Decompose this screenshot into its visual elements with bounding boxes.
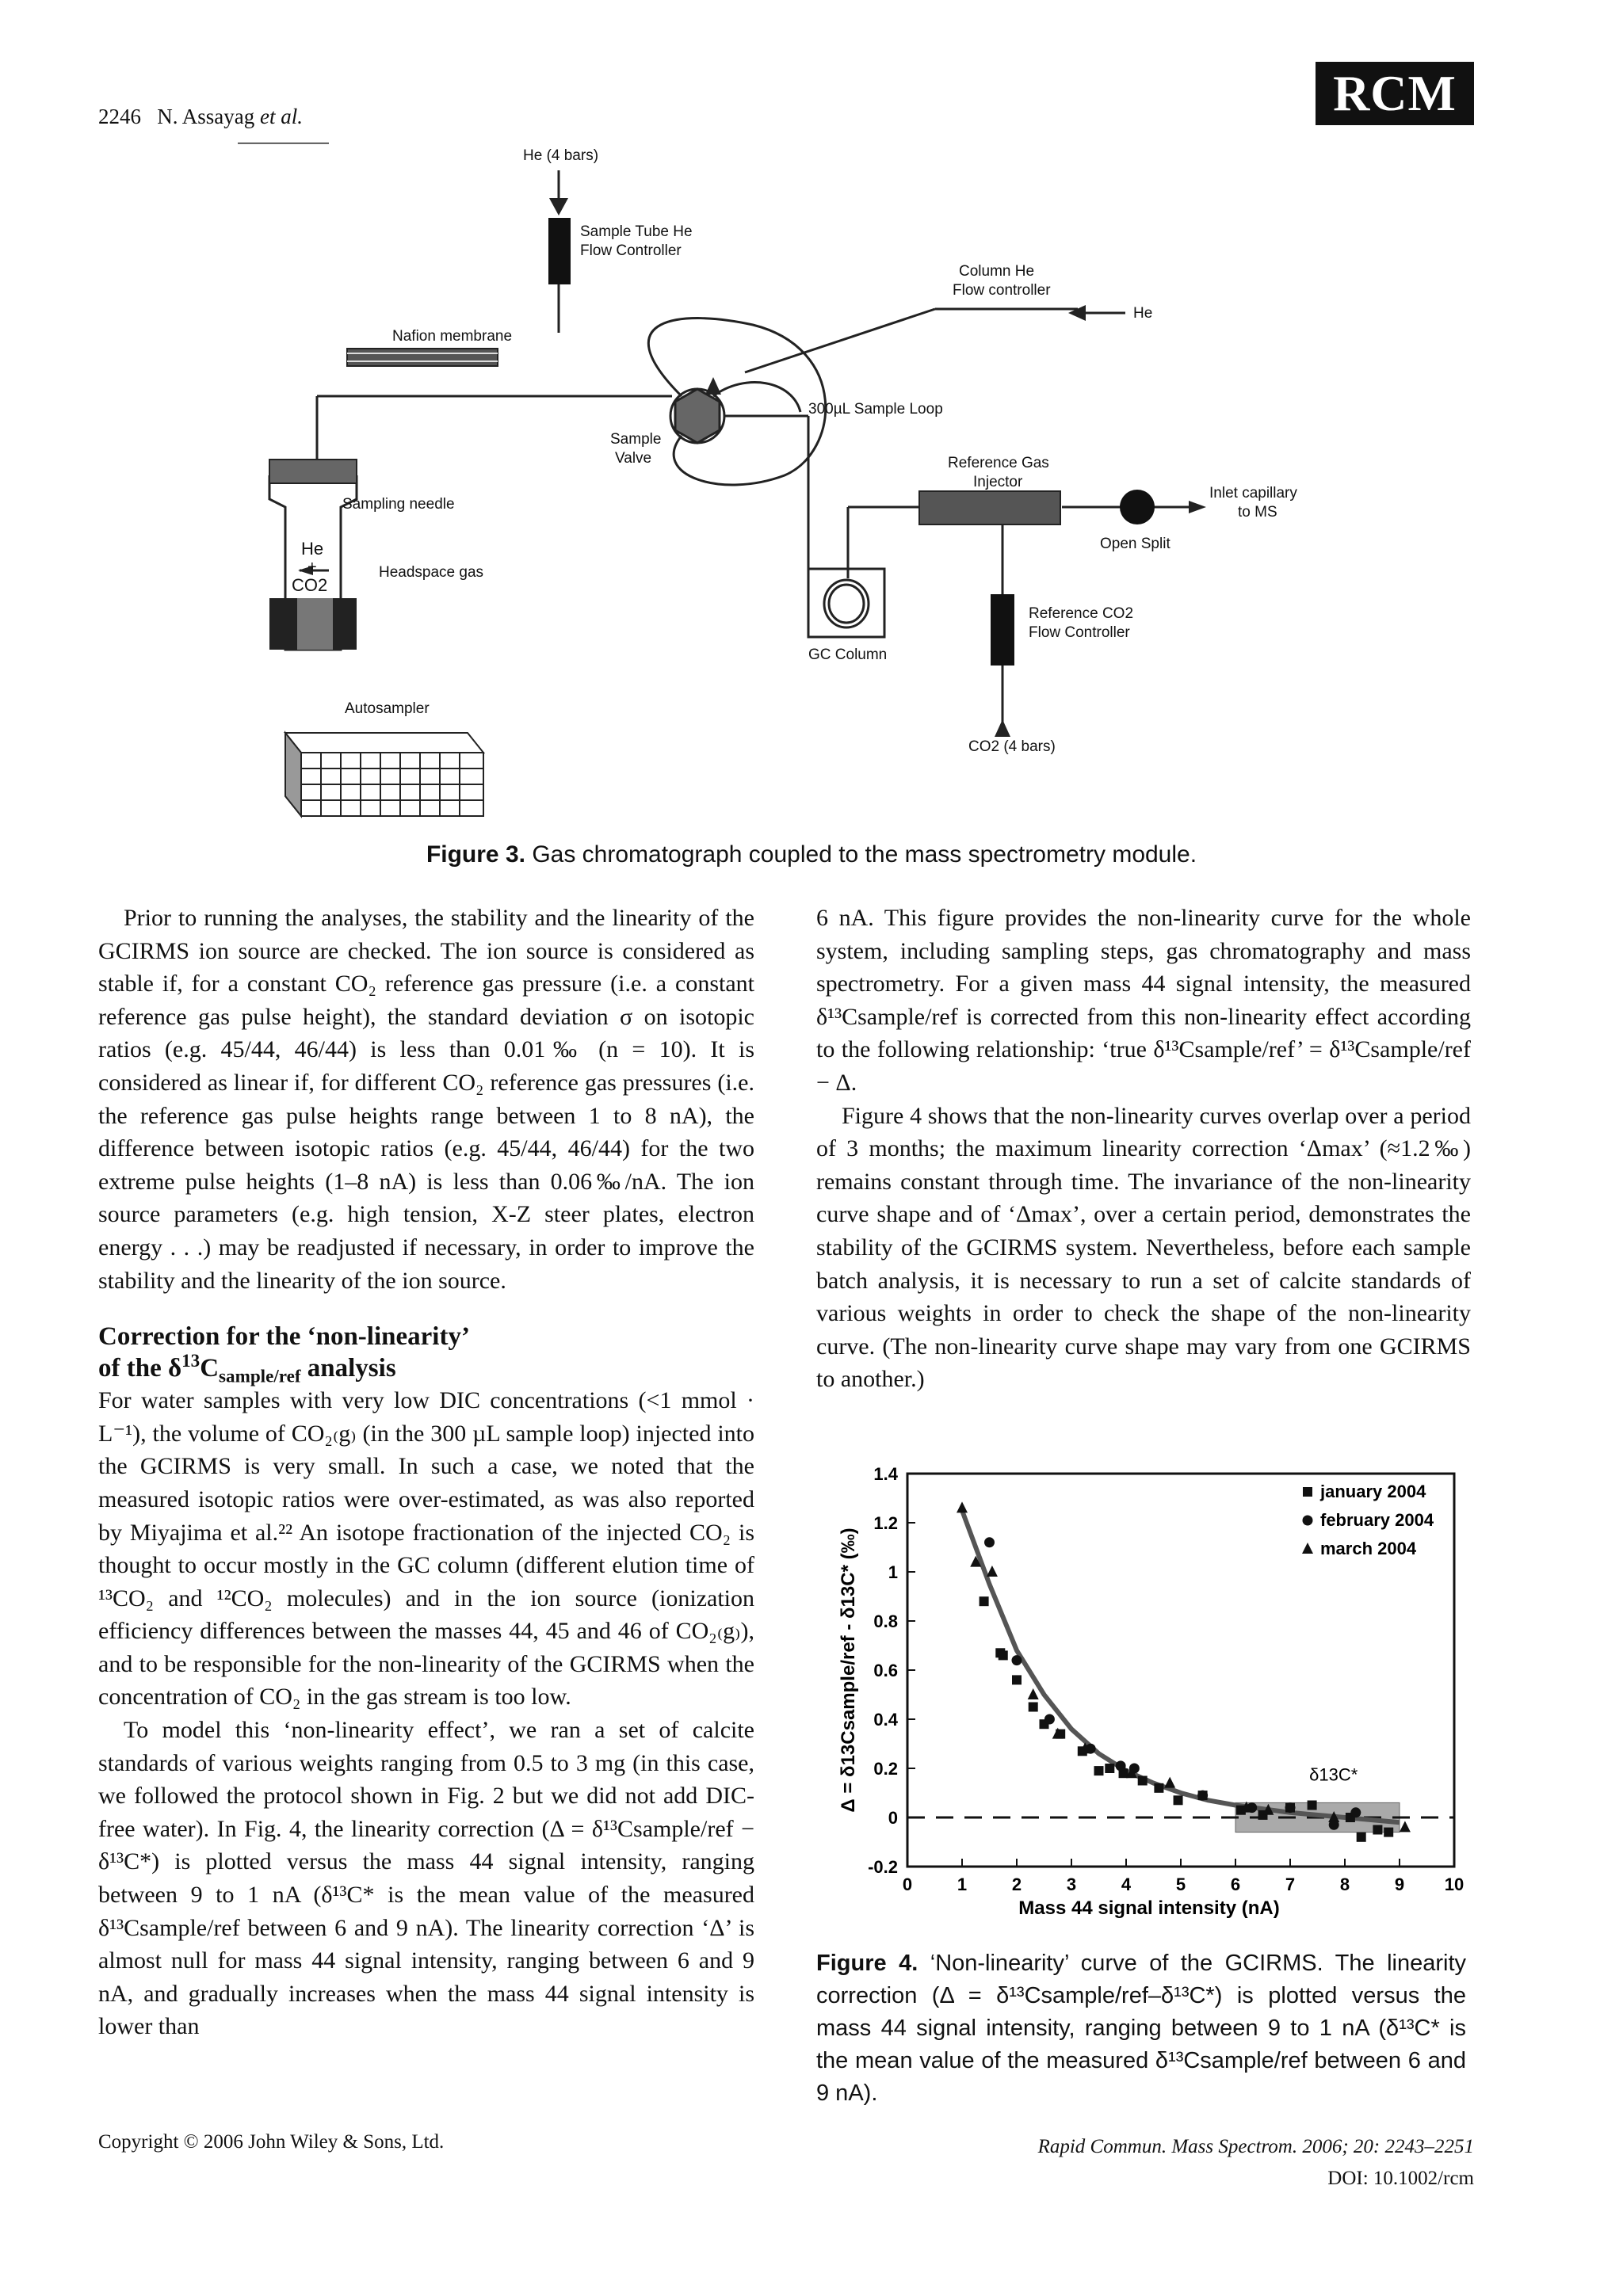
figure4-chart [816,1450,1466,1941]
figure4-caption-label: Figure 4. [816,1951,918,1976]
legend-label: march 2004 [1320,1539,1417,1558]
data-point-triangle [1400,1821,1411,1832]
label-column-he-1: Column He [959,263,1035,280]
label-headspace: Headspace gas [379,564,484,581]
label-sample-valve-1: Sample [610,431,662,448]
left-paragraph-3: To model this ‘non-linearity effect’, we ran a set of calcite standards of various weights ranging from 0.5 to 3 mg (in this case, we followed the protocol shown in Fig. 2 but we did not add DIC-free water). In Fig. 4, the linearity correction (Δ = δ¹³Csample/ref − δ¹³C*) is plotted versus the mass 44 signal intensity, ranging between 9 to 1 nA (δ¹³C* is the mean value of the measured δ¹³Csample/ref between 6 and 9 nA). The linearity correction ‘Δ’ is almost null for mass 44 signal intensity, ranging between 6 and 9 nA, and gradually increases when the mass 44 signal intensity is lower than [98,1717,754,2040]
heading-sub: sample/ref [219,1365,301,1386]
label-vial-he: He [301,539,324,559]
x-tick-label: 8 [1339,1875,1350,1894]
label-column-he-2: Flow controller [953,282,1051,299]
left-paragraph-2: For water samples with very low DIC concentrations (<1 mmol · L⁻¹), the volume of CO₂₍g₎ (in the 300 µL sample loop) injected into the GCIRMS is very small. In such a case, we noted that the measured isotopic ratios were over-estimated, as was also reported by Miyajima et al.²² An isotope fractionation of the injected CO₂ is thought to occur mostly in the GC column (different elution time of ¹³CO₂ and ¹²CO₂ molecules) and in the ion source (ionization efficiency differences between the masses 44, 45 and 46 of CO₂₍g₎), and to be responsible for the non-linearity of the GCIRMS when the concentration of CO₂ in the gas stream is too low. [98,1387,754,1711]
x-tick-label: 7 [1285,1875,1296,1894]
footer-citation: Rapid Commun. Mass Spectrom. 2006; 20: 2243–2251 [1037,2136,1474,2157]
y-tick-label: 1.4 [873,1464,898,1484]
y-axis-label: Δ = δ13Csample/ref - δ13C* (‰) [838,1527,859,1813]
x-tick-label: 5 [1175,1875,1186,1894]
data-point-square [1012,1675,1022,1684]
label-sample-loop: 300µL Sample Loop [808,401,943,418]
data-point-circle [1350,1807,1361,1817]
data-point-square [1384,1828,1393,1837]
figure3-caption-label: Figure 3. [426,841,525,868]
label-vial-co2: CO2 [292,575,328,595]
right-paragraph-2: Figure 4 shows that the non-linearity curves overlap over a period of 3 months; the maximum linearity correction ‘Δmax’ (≈1.2‰) remains constant through time. The invariance of the non-linearity curve shape and of ‘Δmax’, over a certain period, demonstrates the stability of the GCIRMS system. Nevertheless, before each sample batch analysis, it is necessary to run a set of calcite standards of various weights in order to check the shape of the non-linearity curve. (The non-linearity curve shape may vary from one GCIRMS to another.) [816,1102,1471,1393]
y-tick-label: 0 [888,1808,898,1828]
x-tick-label: 9 [1394,1875,1405,1894]
data-point-square [1138,1776,1148,1786]
label-sample-tube-1: Sample Tube He [580,223,693,240]
data-point-square [1094,1766,1104,1775]
y-tick-label: 0.6 [873,1661,898,1680]
journal-logo: RCM [1316,62,1474,125]
data-point-circle [1012,1655,1022,1665]
heading-line2-b: analysis [300,1354,396,1383]
label-autosampler: Autosampler [345,700,430,717]
x-tick-label: 0 [902,1875,913,1894]
label-he-4bars: He (4 bars) [523,147,599,164]
data-point-circle [1116,1760,1126,1771]
et-al: et al. [260,105,303,128]
legend-marker-circle [1303,1516,1313,1526]
section-heading [98,1321,754,1384]
heading-line2-a: of the δ [98,1354,182,1383]
label-sampling-needle: Sampling needle [342,496,455,513]
data-point-square [980,1596,989,1606]
data-point-square [1029,1703,1038,1712]
legend-marker-triangle [1302,1543,1313,1554]
right-column [816,902,1471,1396]
label-ref-co2-2: Flow Controller [1029,624,1130,641]
figure3-caption-text: Gas chromatograph coupled to the mass spectrometry module. [532,841,1197,868]
data-point-circle [1285,1802,1296,1813]
data-point-square [1174,1795,1183,1805]
data-point-triangle [1028,1688,1039,1699]
x-tick-label: 6 [1230,1875,1241,1894]
heading-c: C [200,1354,220,1383]
data-point-circle [1044,1714,1055,1725]
label-inlet-2: to MS [1238,504,1277,521]
label-he: He [1133,305,1153,322]
label-ref-co2-1: Reference CO2 [1029,605,1134,622]
label-vial-plus: + [307,559,317,576]
label-sample-valve-2: Valve [615,450,652,467]
data-point-square [1105,1764,1114,1773]
annotation-delta13c: δ13C* [1309,1764,1358,1785]
x-tick-label: 4 [1121,1875,1132,1894]
label-gc-column: GC Column [808,646,888,663]
running-head [98,105,303,129]
figure4-caption [816,1947,1466,2110]
label-co2-4bars: CO2 (4 bars) [968,738,1056,755]
data-point-square [1373,1825,1382,1835]
footer-citation-block [1038,2131,1474,2195]
figure4-caption-text: ‘Non-linearity’ curve of the GCIRMS. The linearity correction (Δ = δ¹³Csample/ref–δ¹³C*) is plotted versus the mass 44 signal intensity, ranging between 9 to 1 nA (δ¹³C* is the mean value of the measured δ¹³Csample/ref between 6 and 9 nA). [816,1951,1466,2106]
y-tick-label: 0.8 [873,1611,898,1631]
heading-sup: 13 [181,1350,200,1371]
legend-marker-square [1303,1487,1312,1497]
data-point-circle [1197,1791,1208,1801]
data-point-square [1357,1833,1366,1842]
heading-line1: Correction for the ‘non-linearity’ [98,1322,470,1352]
data-point-square [999,1650,1008,1660]
left-column [98,902,754,2043]
data-point-triangle [1164,1777,1175,1788]
label-ref-gas-1: Reference Gas [948,455,1049,471]
data-point-triangle [987,1566,998,1577]
y-tick-label: 0.4 [873,1710,898,1730]
data-point-square [1308,1801,1317,1810]
legend-label: february 2004 [1320,1510,1434,1530]
page-number: 2246 [98,105,141,128]
label-inlet-1: Inlet capillary [1209,485,1297,502]
right-paragraph-1: 6 nA. This figure provides the non-linearity curve for the whole system, including sampling steps, gas chromatography and mass spectrometry. For a given mass 44 signal intensity, the measured δ¹³Csample/ref is corrected from this non-linearity effect according to the following relationship: ‘true δ¹³Csample/ref’ = δ¹³Csample/ref − Δ. [816,905,1471,1096]
data-point-circle [984,1537,995,1547]
label-ref-gas-2: Injector [973,474,1023,490]
footer-doi: DOI: 10.1002/rcm [1327,2168,1474,2189]
label-open-split: Open Split [1100,536,1170,552]
label-sample-tube-2: Flow Controller [580,242,682,259]
x-tick-label: 3 [1066,1875,1077,1894]
data-point-triangle [957,1501,968,1512]
footer-copyright: Copyright © 2006 John Wiley & Sons, Ltd. [98,2131,445,2153]
y-tick-label: 0.2 [873,1759,898,1779]
y-tick-label: 1.2 [873,1513,898,1533]
figure3-caption [0,841,1623,868]
data-point-square [1154,1783,1163,1793]
legend-label: january 2004 [1320,1482,1426,1501]
authors: N. Assayag [157,105,255,128]
figure3-schematic [238,143,1363,832]
label-nafion: Nafion membrane [392,328,513,345]
x-axis-label: Mass 44 signal intensity (nA) [1018,1897,1280,1919]
x-tick-label: 1 [957,1875,968,1894]
x-tick-label: 10 [1444,1875,1465,1894]
y-tick-label: 1 [888,1562,898,1582]
y-tick-label: -0.2 [868,1857,898,1877]
left-paragraph-1: Prior to running the analyses, the stability and the linearity of the GCIRMS ion source are checked. The ion source is considered as stable if, for a constant CO₂ reference gas pressure (i.e. a constant reference gas pulse height), the standard deviation σ on isotopic ratios (e.g. 45/44, 46/44) is less than 0.01‰ (n = 10). It is considered as linear if, for different CO₂ reference gas pressures (i.e. the reference gas pulse heights range between 1 to 8 nA), the difference between isotopic ratios (e.g. 45/44, 46/44) for the two extreme pulse heights (1–8 nA) is less than 0.06‰/nA. The ion source parameters (e.g. high tension, X-Z steer plates, electron energy . . .) may be readjusted if necessary, in order to improve the stability and the linearity of the ion source. [98,905,754,1294]
x-tick-label: 2 [1011,1875,1022,1894]
